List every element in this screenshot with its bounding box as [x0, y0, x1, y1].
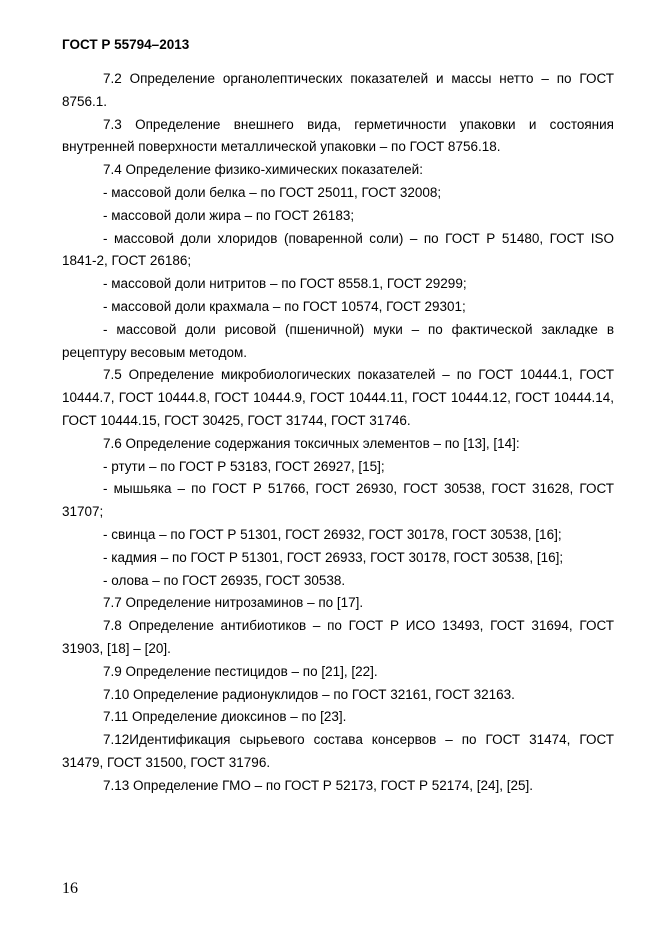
- paragraph-7-11: 7.11 Определение диоксинов – по [23].: [103, 709, 347, 725]
- paragraph-7-5: 7.5 Определение микробиологических показателей – по ГОСТ 10444.1, ГОСТ 10444.7, ГОСТ 10444.8, ГОСТ 10444.9, ГОСТ 10444.11, ГОСТ 10444.12, ГОСТ 10444.14, ГОСТ 10444.15, ГОСТ 30425, ГОСТ 31744, ГОСТ 31746.: [62, 367, 614, 428]
- list-item-lead: - свинца – по ГОСТ Р 51301, ГОСТ 26932, ГОСТ 30178, ГОСТ 30538, [16];: [103, 526, 562, 542]
- paragraph-7-9: 7.9 Определение пестицидов – по [21], [22].: [103, 663, 378, 679]
- paragraph-7-6: 7.6 Определение содержания токсичных элементов – по [13], [14]:: [103, 435, 520, 451]
- list-item-mercury: - ртути – по ГОСТ Р 53183, ГОСТ 26927, [15];: [103, 458, 385, 474]
- paragraph-7-4: 7.4 Определение физико-химических показателей:: [103, 162, 423, 178]
- paragraph-7-10: 7.10 Определение радионуклидов – по ГОСТ 32161, ГОСТ 32163.: [103, 686, 515, 702]
- list-item-flour: - массовой доли рисовой (пшеничной) муки – по фактической закладке в рецептуру весовым методом.: [62, 321, 614, 360]
- paragraph-7-13: 7.13 Определение ГМО – по ГОСТ Р 52173, ГОСТ Р 52174, [24], [25].: [103, 777, 534, 793]
- list-item-fat: - массовой доли жира – по ГОСТ 26183;: [103, 207, 355, 223]
- list-item-nitrites: - массовой доли нитритов – по ГОСТ 8558.1, ГОСТ 29299;: [103, 276, 467, 292]
- paragraph-7-7: 7.7 Определение нитрозаминов – по [17].: [103, 595, 364, 611]
- paragraph-7-8: 7.8 Определение антибиотиков – по ГОСТ Р ИСО 13493, ГОСТ 31694, ГОСТ 31903, [18] – [20].: [62, 618, 614, 656]
- paragraph-7-3: 7.3 Определение внешнего вида, герметичности упаковки и состояния внутренней поверхности металлической упаковки – по ГОСТ 8756.18.: [62, 116, 614, 155]
- list-item-protein: - массовой доли белка – по ГОСТ 25011, ГОСТ 32008;: [103, 184, 442, 200]
- document-header: ГОСТ Р 55794–2013: [62, 37, 190, 52]
- paragraph-7-12: 7.12Идентификация сырьевого состава консервов – по ГОСТ 31474, ГОСТ 31479, ГОСТ 31500, ГОСТ 31796.: [62, 732, 614, 770]
- paragraph-7-2: 7.2 Определение органолептических показателей и массы нетто – по ГОСТ 8756.1.: [62, 71, 614, 109]
- list-item-starch: - массовой доли крахмала – по ГОСТ 10574, ГОСТ 29301;: [103, 298, 466, 314]
- list-item-chlorides: - массовой доли хлоридов (поваренной соли) – по ГОСТ Р 51480, ГОСТ ISO 1841-2, ГОСТ 26186;: [62, 230, 614, 269]
- document-body: [62, 68, 614, 798]
- list-item-arsenic: - мышьяка – по ГОСТ Р 51766, ГОСТ 26930, ГОСТ 30538, ГОСТ 31628, ГОСТ 31707;: [62, 481, 614, 520]
- list-item-cadmium: - кадмия – по ГОСТ Р 51301, ГОСТ 26933, ГОСТ 30178, ГОСТ 30538, [16];: [103, 549, 564, 565]
- list-item-tin: - олова – по ГОСТ 26935, ГОСТ 30538.: [103, 572, 346, 588]
- page-number: 16: [62, 880, 78, 897]
